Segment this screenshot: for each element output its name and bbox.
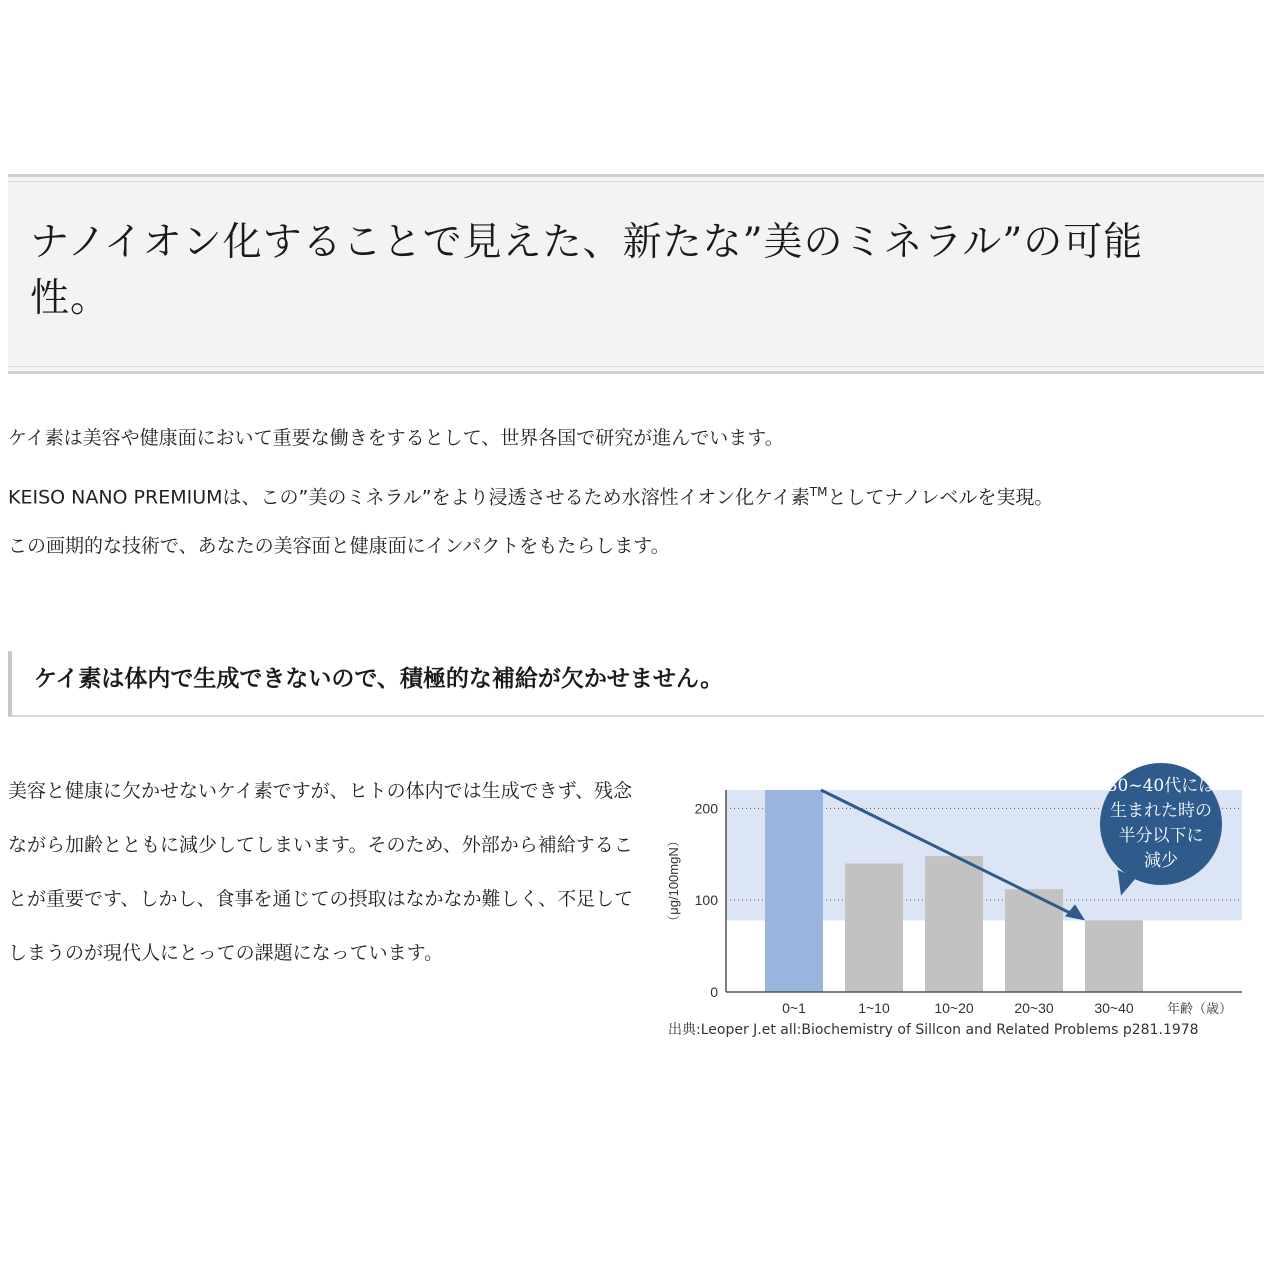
body-text: [8, 764, 638, 980]
intro-line-1: ケイ素は美容や健康面において重要な働きをするとして、世界各国で研究が進んでいます。: [8, 427, 784, 449]
hero-banner: [8, 174, 1264, 374]
bar-10~20: [925, 856, 983, 992]
bar-30~40: [1085, 920, 1143, 992]
x-tick-label: 10~20: [934, 1000, 974, 1015]
bar-1~10: [845, 863, 903, 992]
y-tick-label: 0: [710, 984, 718, 1000]
x-axis-label: 年齢（歳）: [1166, 1001, 1232, 1015]
y-axis-label: （μg/100mgN）: [666, 834, 681, 928]
chart-source: 出典:Leoper J.et all:Biochemistry of Sillcon and Related Problems p281.1978: [668, 1022, 1199, 1038]
intro-line-2-main: KEISO NANO PREMIUMは、この”美のミネラル”をより浸透させるため水溶性イオン化ケイ素: [8, 486, 810, 509]
x-tick-label: 0~1: [782, 1000, 806, 1015]
intro-section: [8, 420, 1268, 582]
y-tick-label: 200: [694, 800, 718, 817]
intro-line-3: この画期的な技術で、あなたの美容面と健康面にインパクトをもたらします。: [8, 535, 670, 557]
silicon-age-chart: [660, 755, 1270, 1055]
bar-0~1: [765, 790, 823, 992]
callout-bubble: 30~40代には 生まれた時の 半分以下に 減少: [1100, 763, 1222, 885]
intro-line-2-tail: としてナノレベルを実現。: [827, 486, 1054, 509]
x-tick-label: 20~30: [1014, 1000, 1054, 1015]
x-tick-label: 1~10: [858, 1000, 890, 1015]
body-paragraph: 美容と健康に欠かせないケイ素ですが、ヒトの体内では生成できず、残念ながら加齢とともに減少してしまいます。そのため、外部から補給することが重要です、しかし、食事を通じての摂取はなかなか難しく、不足してしまうのが現代人にとっての課題になっています。: [8, 780, 634, 964]
x-tick-label: 30~40: [1094, 1000, 1134, 1015]
y-tick-label: 100: [694, 892, 718, 909]
intro-line-2: [8, 474, 1268, 528]
trademark-mark: TM: [809, 485, 828, 499]
page-title: ナノイオン化することで見えた、新たな”美のミネラル”の可能性。: [30, 220, 1144, 321]
section-heading: [8, 651, 1264, 717]
section-heading-text: ケイ素は体内で生成できないので、積極的な補給が欠かせません。: [34, 666, 724, 692]
